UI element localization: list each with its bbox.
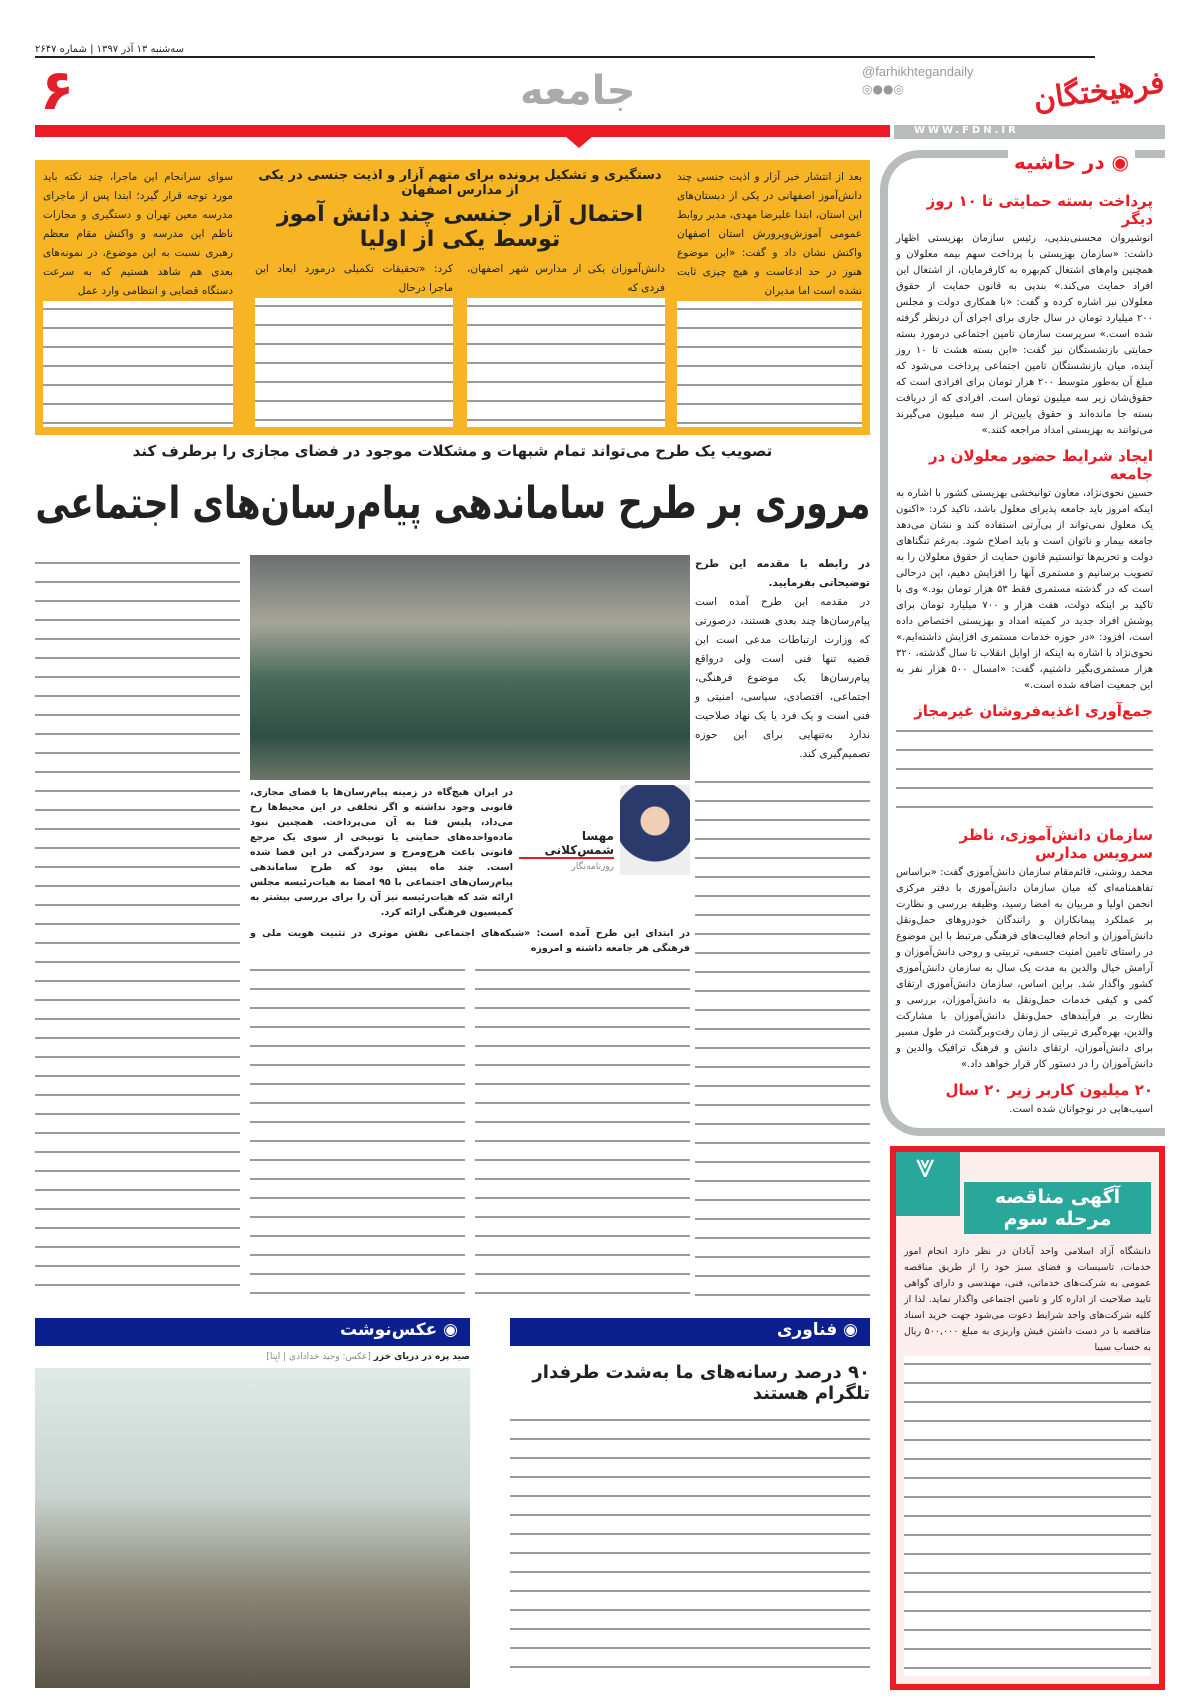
- main-col-4-text: [250, 962, 465, 1300]
- author-avatar: [620, 785, 690, 875]
- tech-body: [510, 1412, 870, 1682]
- right-column: [880, 150, 1165, 1690]
- tender-ad: [890, 1146, 1165, 1690]
- yellow-col-mid-left: کرد: «تحقیقات تکمیلی درمورد ابعاد این ماجرا درحال: [255, 263, 453, 294]
- yellow-col-right: بعد از انتشار خبر آزار و اذیت جنسی چند دانش‌آموز اصفهانی در یکی از دبستان‌های این استان، ابتدا علیرضا مهدی، مدیر روابط عمومی آموزش‌وپرورش استان اصفهان واکنش نشان داد و گفت: «این موضوع هنوز در حد ادعاست و هیچ چیزی ثابت نشده است اما مدیران: [677, 171, 862, 297]
- sidebar-item: [896, 447, 1153, 694]
- interview-answer: در مقدمه این طرح آمده است پیام‌رسان‌ها چند بعدی هستند، درصورتی که وزارت ارتباطات مدعی است این قضیه تنها فنی است ولی درواقع پیام‌رسان‌ها یک موضوع فرهنگی، اجتماعی، اقتصادی، سیاسی، امنیتی و فنی است و یک فرد یا یک نهاد صلاحیت ندارد به‌تنهایی برای این حوزه تصمیم‌گیری کند.: [695, 596, 870, 760]
- sidebar-in-margin: [880, 150, 1165, 1136]
- photo-caption: صید پره در دریای خزر: [373, 1352, 470, 1362]
- ad-body-continued: [904, 1356, 1151, 1676]
- parliament-photo: [250, 555, 690, 780]
- author-namebox: [519, 785, 614, 872]
- tech-headline: ۹۰ درصد رسانه‌های ما به‌شدت طرفدار تلگرام هستند: [532, 1362, 870, 1404]
- sidebar-item: [896, 192, 1153, 439]
- newspaper-logo: فرهیختگان: [1031, 64, 1167, 119]
- section-icon: ◉: [837, 1320, 858, 1340]
- sidebar-title-text: در حاشیه: [1013, 150, 1105, 174]
- sidebar-item-title: ۲۰ میلیون کاربر زیر ۲۰ سال: [945, 1081, 1153, 1099]
- main-col-5-text: [35, 555, 240, 1300]
- header-notch: [565, 136, 593, 148]
- yellow-col-left: سوای سرانجام این ماجرا، چند نکته باید مورد توجه قرار گیرد؛ ابتدا پس از ماجرای مدرسه معین تهران و دستگیری و مجازات ناظم این مدرسه و واکنش مقام معظم رهبری نسبت به این موضوع، در نمونه‌های بعدی هم شاهد هستیم که به سرعت دستگاه قضایی و انتظامی وارد عمل: [43, 171, 233, 297]
- main-col-3-text: [475, 962, 690, 1300]
- bookmark-icon: ◉: [1104, 150, 1129, 174]
- sidebar-item-title: ایجاد شرایط حضور معلولان در جامعه: [929, 447, 1153, 483]
- sidebar-item-body: حسین نحوی‌نژاد، معاون توانبخشی بهزیستی کشور با اشاره به اینکه امروز باید جامعه پذیرای معلول باشد، تاکید کرد: «اکنون یک معلول نمی‌تواند از بی‌آرتی استفاده کند و نشان می‌دهد جامعه بیمار و ناتوان است و باید اصلاح شود. به‌رغم تنگناهای دولت و تحریم‌ها توانستیم قانون حمایت از حقوق معلولان را به تصویب برسانیم و مستمری آنها را افزایش دهیم، این درحالی است که در گذشته مستمری فقط ۵۳ هزار تومان بود.» وی با تاکید بر اینکه دولت، هفت هزار و ۷۰۰ میلیارد تومان برای پوشش افراد جدید در کمیته امداد و بهزیستی اختصاص داده است، افزود: «در حوزه خدمات مستمری افزایش داشته‌ایم.» نحوی‌نژاد با اشاره به اینکه از اوایل انقلاب تا سال گذشته، ۳۲۰ هزار مستمری‌بگیر داشتیم، گفت: «امسال ۵۰۰ هزار نفر به این جمعیت اضافه شده است.»: [896, 488, 1153, 691]
- tech-section-header: [510, 1318, 870, 1346]
- section-title: جامعه: [520, 68, 636, 114]
- intro-text: در ایران هیچ‌گاه در زمینه پیام‌رسان‌ها یا فضای مجازی، قانونی وجود نداشته و اگر تخلفی در این محیط‌ها رخ می‌داد، پلیس فتا به آن می‌پرداخت. همچنین نبود ماده‌واحده‌های حمایتی یا توبیخی از سوی یک مرجع قانونی باعث هرج‌ومرج و سردرگمی در این فضا شده است. چند ماه پیش بود که طرح ساماندهی پیام‌رسان‌های اجتماعی با ۹۵ امضا به هیات‌رئیسه مجلس ارائه شد که هیات‌رئیسه نیز آن را برای بررسی بیشتر به کمیسیون فرهنگی ارائه کرد.: [250, 787, 513, 918]
- ad-title: آگهی مناقصه مرحله سوم: [964, 1182, 1151, 1234]
- section-icon: ◉: [437, 1320, 458, 1340]
- tech-section: [510, 1318, 870, 1682]
- main-headline-wrap: [35, 478, 870, 548]
- middle-column: [250, 785, 690, 1300]
- instagram-icon: ◎: [862, 82, 873, 96]
- sidebar-item: [896, 1081, 1153, 1118]
- telegram-icon: ●: [872, 82, 883, 96]
- sidebar-item-title: پرداخت بسته حمایتی تا ۱۰ روز دیگر: [926, 192, 1153, 228]
- author-box: [250, 785, 690, 920]
- fishing-photo: [35, 1368, 470, 1688]
- sidebar-item: [896, 826, 1153, 1073]
- intro2-text: در ابتدای این طرح آمده است: «شبکه‌های اجتماعی نقش موثری در تثبیت هویت ملی و فرهنگی هر جامعه داشته و امروزه: [250, 928, 690, 954]
- header-rule: [35, 56, 1095, 58]
- yellow-subtitle: دستگیری و تشکیل پرونده برای متهم آزار و اذیت جنسی در یکی از مدارس اصفهان: [258, 168, 662, 198]
- sidebar-item-body: انوشیروان محسنی‌بندپی، رئیس سازمان بهزیستی اظهار داشت: «سازمان بهزیستی با پرداخت سهم بیمه معلولان و همچنین وام‌های اشتغال کم‌بهره به کارفرمایان، از اشتغال این افراد حمایت می‌کند.» بندپی به قانون حمایت از حقوق معلولان نیز اشاره کرده و گفت: «با همکاری دولت و مجلس ۲۰۰ میلیارد تومان در سال جاری برای اجرای آن درنظر گرفته شده است.» سرپرست سازمان تامین اجتماعی درمورد بسته حمایتی بازنشستگان نیز گفت: «این بسته هشت تا ۱۰ روز آینده، میان بازنشستگان تامین اجتماعی پرداخت می‌شود که مبلغ آن به‌طور متوسط ۲۰۰ هزار تومان برای افرادی است که حقوق‌شان زیر سه میلیون تومان است. افرادی که از دریافت بسته جا مانده‌اند و حقوق پایین‌تر از سه میلیون می‌گیرند می‌توانند به بهزیستی امداد مراجعه کنند.»: [896, 233, 1154, 436]
- ad-body: دانشگاه آزاد اسلامی واحد آبادان در نظر دارد انجام امور خدمات، تاسیسات و فضای سبز خود را از طریق مناقصه عمومی به شرکت‌های خدماتی، فنی، مهندسی و دارای گواهی تایید صلاحیت از اداره کار و تامین اجتماعی واگذار نماید. لذا از کلیه شرکت‌های واجد شرایط دعوت می‌شود جهت خرید اسناد مناقصه با در دست داشتن فیش واریزی به مبلغ ۵۰۰,۰۰۰ ریال به حساب سیبا: [904, 1246, 1151, 1353]
- sidebar-item-title: سازمان دانش‌آموزی، ناظر سرویس مدارس: [959, 826, 1153, 862]
- main-col-1: [695, 555, 870, 1300]
- sidebar-item-body: محمد روشنی، قائم‌مقام سازمان دانش‌آموزی گفت: «براساس تفاهمنامه‌ای که میان سازمان دانش‌آموزی با دفتر مرکزی انجمن اولیا و مربیان به امضا رسید، وظیفه بررسی و نظارت بر عملکرد پیمانکاران و رانندگان خودروهای حمل‌ونقل دانش‌آموزان و انجام فعالیت‌های فرهنگی مرتبط با این موضوع در راستای تامین امنیت جسمی، تربیتی و روحی دانش‌آموزان و آرامش خیال والدین به مدت یک سال به سازمان دانش‌آموزی کشور واگذار شد. براین اساس، سازمان دانش‌آموزی ارتقای کمی و کیفی خدمات حمل‌ونقل به دانش‌آموزان، بررسی و نظارت بر فرآیندهای حمل‌ونقل دانش‌آموزان با مشارکت والدین، بهره‌گیری تربیتی از زمان رفت‌وبرگشت در طول مسیر برای دانش‌آموزان، ارتقای دانش و فرهنگ ترافیک والدین و دانش‌آموزان را در دستور کار قرار خواهد داد.»: [896, 867, 1153, 1070]
- aparat-icon: ◎: [893, 82, 904, 96]
- photo-section-label: عکس‌نوشت: [339, 1320, 438, 1340]
- page-number: ۶: [40, 58, 75, 123]
- sidebar-item: [896, 702, 1153, 818]
- author-role: روزنامه‌نگار: [571, 862, 614, 872]
- photo-section: [35, 1318, 470, 1688]
- sidebar-title: [1008, 150, 1135, 174]
- author-name: مهسا شمس‌کلانی: [519, 829, 614, 859]
- sidebar-item-title: جمع‌آوری اغذیه‌فروشان غیرمجاز: [914, 702, 1153, 720]
- main-headline: مروری بر طرح ساماندهی پیام‌رسان‌های اجتماعی: [35, 478, 870, 529]
- yellow-news-box: [35, 160, 870, 435]
- tech-section-label: فناوری: [776, 1320, 838, 1340]
- issue-date: سه‌شنبه ۱۳ آذر ۱۳۹۷ | شماره ۲۶۴۷: [35, 44, 185, 55]
- photo-credit: [عکس: وحید خدادادی | ایِنا]: [266, 1352, 371, 1362]
- sidebar-item-body: اسیب‌هایی در نوجوانان شده است.: [1009, 1104, 1153, 1115]
- interview-question: در رابطه با مقدمه این طرح توضیحاتی بفرمایید.: [695, 558, 870, 589]
- main-subtitle: تصویب یک طرح می‌تواند تمام شبهات و مشکلات موجود در فضای مجازی را برطرف کند: [132, 442, 773, 460]
- social-handle: @farhikhtegandaily: [862, 64, 974, 79]
- photo-section-header: [35, 1318, 470, 1346]
- website-url: WWW.FDN.IR: [894, 125, 1165, 139]
- university-logo-icon: ⩔: [890, 1146, 960, 1216]
- twitter-icon: ●: [882, 82, 894, 96]
- social-icons: [862, 82, 904, 96]
- header-red-bar: [35, 125, 890, 137]
- yellow-col-mid-right: دانش‌آموزان یکی از مدارس شهر اصفهان، فردی که: [467, 263, 665, 294]
- yellow-title: احتمال آزار جنسی چند دانش آموز توسط یکی از اولیا: [276, 202, 644, 252]
